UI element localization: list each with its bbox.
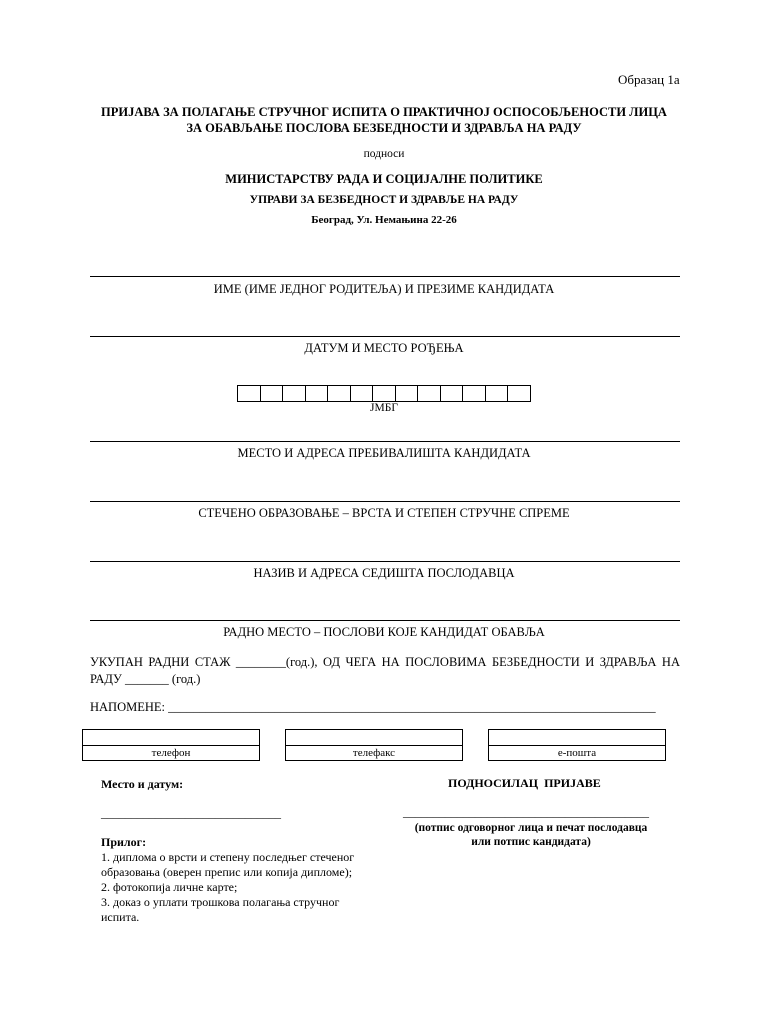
- signature-line[interactable]: _________________________________________: [403, 805, 649, 819]
- form-title-line2: ЗА ОБАВЉАЊЕ ПОСЛОВА БЕЗБЕДНОСТИ И ЗДРАВЉА НА РАДУ: [186, 121, 582, 135]
- jmbg-boxes[interactable]: [237, 385, 531, 402]
- jmbg-digit-box[interactable]: [238, 386, 261, 401]
- form-title-line1: ПРИЈАВА ЗА ПОЛАГАЊЕ СТРУЧНОГ ИСПИТА О ПРАКТИЧНОЈ ОСПОСОБЉЕНОСТИ ЛИЦА: [101, 105, 667, 119]
- attachment-item: 1. диплома о врсти и степену последњег стеченог образовања (оверен препис или копија дипломе);: [101, 850, 355, 879]
- residence-field-label: МЕСТО И АДРЕСА ПРЕБИВАЛИШТА КАНДИДАТА: [237, 446, 531, 460]
- employer-field-label: НАЗИВ И АДРЕСА СЕДИШТА ПОСЛОДАВЦА: [253, 566, 515, 580]
- birth-field-label: ДАТУМ И МЕСТО РОЂЕЊА: [304, 341, 464, 355]
- residence-input-line[interactable]: [90, 441, 680, 442]
- attachments-label: Прилог:: [101, 835, 147, 849]
- recipient-address: Београд, Ул. Немањина 22-26: [311, 214, 457, 226]
- notes-field[interactable]: НАПОМЕНЕ: ______________________________________________________________________________: [90, 700, 656, 714]
- applicant-label: ПОДНОСИЛАЦ ПРИЈАВЕ: [448, 776, 601, 790]
- employer-input-line[interactable]: [90, 561, 680, 562]
- jmbg-digit-box[interactable]: [486, 386, 509, 401]
- jmbg-digit-box[interactable]: [418, 386, 441, 401]
- jmbg-digit-box[interactable]: [463, 386, 486, 401]
- jmbg-digit-box[interactable]: [306, 386, 329, 401]
- phone-box[interactable]: [82, 729, 260, 761]
- submitted-to: подноси: [363, 148, 405, 160]
- jmbg-digit-box[interactable]: [441, 386, 464, 401]
- fax-input-box[interactable]: [286, 730, 462, 746]
- form-title: [0, 104, 768, 136]
- email-input-box[interactable]: [489, 730, 665, 746]
- signature-caption-line2: или потпис кандидата): [471, 836, 591, 848]
- fax-label: телефакс: [352, 747, 396, 759]
- education-field-label: СТЕЧЕНО ОБРАЗОВАЊЕ – ВРСТА И СТЕПЕН СТРУЧНЕ СПРЕМЕ: [198, 506, 570, 520]
- phone-input-box[interactable]: [83, 730, 259, 746]
- recipient-department: УПРАВИ ЗА БЕЗБЕДНОСТ И ЗДРАВЉЕ НА РАДУ: [249, 194, 519, 206]
- email-box[interactable]: [488, 729, 666, 761]
- fax-box[interactable]: [285, 729, 463, 761]
- place-date-line[interactable]: ______________________________: [101, 806, 281, 820]
- attachment-item: 3. доказ о уплати трошкова полагања стручног испита.: [101, 895, 340, 924]
- phone-label: телефон: [151, 747, 191, 759]
- recipient-ministry: МИНИСТАРСТВУ РАДА И СОЦИЈАЛНЕ ПОЛИТИКЕ: [225, 172, 543, 186]
- jmbg-label: ЈМБГ: [370, 402, 398, 414]
- jmbg-digit-box[interactable]: [373, 386, 396, 401]
- education-input-line[interactable]: [90, 501, 680, 502]
- signature-caption: [390, 821, 672, 849]
- jmbg-digit-box[interactable]: [261, 386, 284, 401]
- email-label: е-пошта: [557, 747, 597, 759]
- jmbg-digit-box[interactable]: [508, 386, 530, 401]
- name-input-line[interactable]: [90, 276, 680, 277]
- jmbg-digit-box[interactable]: [283, 386, 306, 401]
- place-date-label: Место и датум:: [101, 777, 184, 791]
- position-field-label: РАДНО МЕСТО – ПОСЛОВИ КОЈЕ КАНДИДАТ ОБАВЉА: [223, 625, 545, 639]
- attachment-item: 2. фотокопија личне карте;: [101, 880, 238, 894]
- work-experience-text: УКУПАН РАДНИ СТАЖ ________(год.), ОД ЧЕГА НА ПОСЛОВИМА БЕЗБЕДНОСТИ И ЗДРАВЉА НА РАДУ _______ (год.): [90, 655, 680, 686]
- jmbg-digit-box[interactable]: [351, 386, 374, 401]
- name-field-label: ИМЕ (ИМЕ ЈЕДНОГ РОДИТЕЉА) И ПРЕЗИМЕ КАНДИДАТА: [213, 282, 555, 296]
- signature-caption-line1: (потпис одговорног лица и печат послодавца: [414, 822, 648, 834]
- birth-input-line[interactable]: [90, 336, 680, 337]
- position-input-line[interactable]: [90, 620, 680, 621]
- attachments-section: [101, 835, 371, 925]
- jmbg-digit-box[interactable]: [328, 386, 351, 401]
- jmbg-digit-box[interactable]: [396, 386, 419, 401]
- form-number: Образац 1а: [618, 72, 680, 87]
